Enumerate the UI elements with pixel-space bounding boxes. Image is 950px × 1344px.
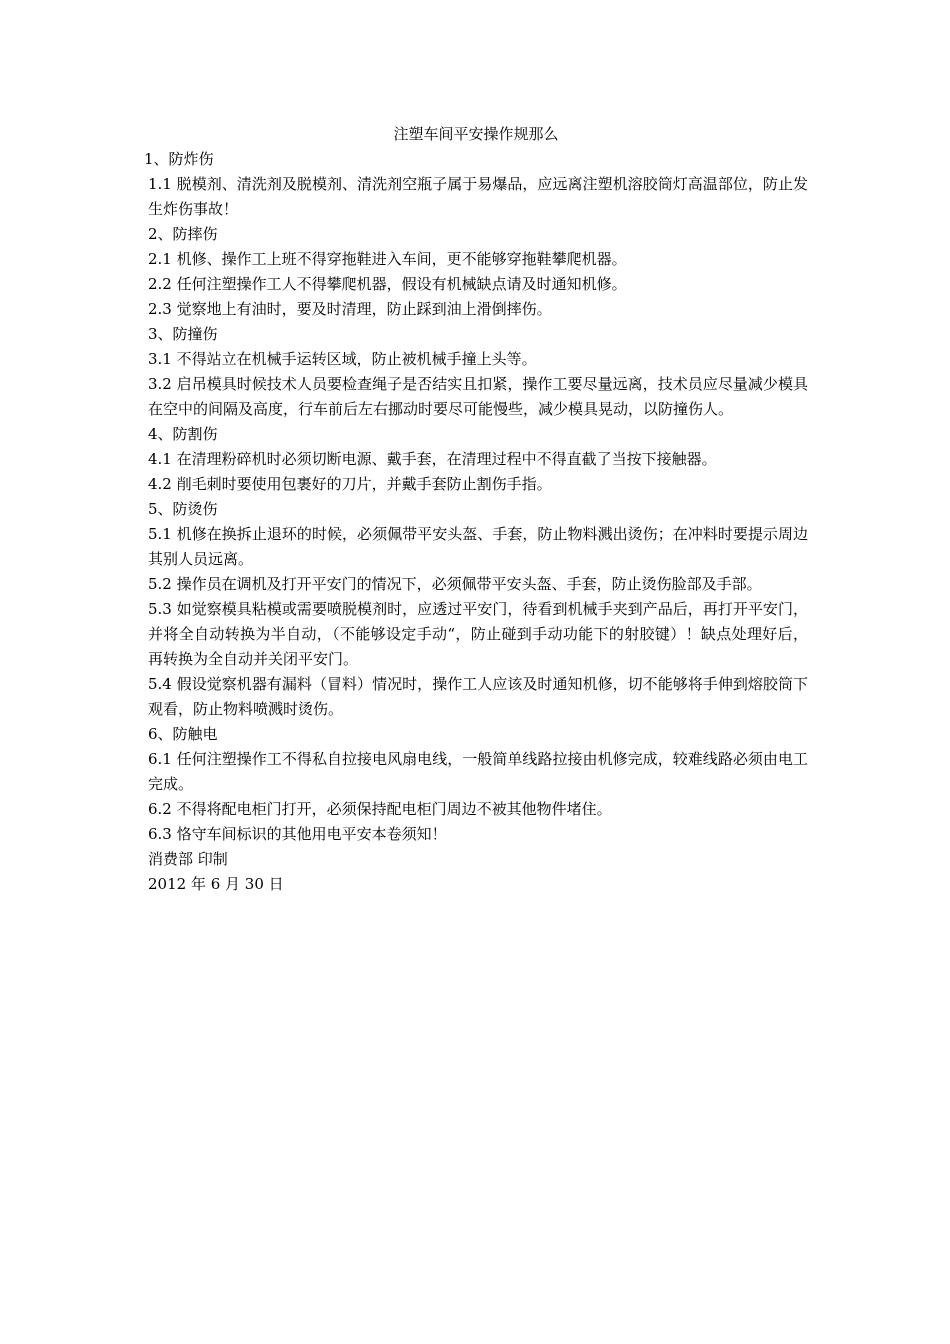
paragraph-5-1: 5.1 机修在换拆止退环的时候，必须佩带平安头盔、手套，防止物料溅出烫伤；在冲料时要提示周边其别人员远离。 [148,525,808,568]
paragraph-4-1: 4.1 在清理粉碎机时必须切断电源、戴手套，在清理过程中不得直截了当按下接触器。 [148,450,717,468]
paragraph-2-1: 2.1 机修、操作工上班不得穿拖鞋进入车间，更不能够穿拖鞋攀爬机器。 [148,250,627,268]
paragraph-4-2: 4.2 削毛刺时要使用包裹好的刀片，并戴手套防止割伤手指。 [148,475,552,493]
paragraph-5-2: 5.2 操作员在调机及打开平安门的情况下，必须佩带平安头盔、手套，防止烫伤脸部及手部。 [148,575,762,593]
document-body [144,122,808,897]
section-heading-5: 5、防烫伤 [148,500,218,518]
section-heading-4: 4、防割伤 [148,425,218,443]
paragraph-5-3: 5.3 如觉察模具粘模或需要喷脱模剂时，应透过平安门，待看到机械手夹到产品后，再打开平安门，并将全自动转换为半自动，（不能够设定手动“，防止碰到手动功能下的射胶键）！缺点处理好后，再转换为全自动并关闭平安门。 [148,600,808,668]
issuer-line: 消费部 印制 [148,850,228,868]
section-heading-1: 1、防炸伤 [144,150,214,168]
paragraph-6-1: 6.1 任何注塑操作工不得私自拉接电风扇电线，一般简单线路拉接由机修完成，较难线路必须由电工完成。 [148,750,808,793]
paragraph-6-3: 6.3 恪守车间标识的其他用电平安本卷须知！ [148,825,447,843]
paragraph-6-2: 6.2 不得将配电柜门打开，必须保持配电柜门周边不被其他物件堵住。 [148,800,612,818]
paragraph-5-4: 5.4 假设觉察机器有漏料（冒料）情况时，操作工人应该及时通知机修，切不能够将手伸到熔胶筒下观看，防止物料喷溅时烫伤。 [148,675,808,718]
document-title: 注塑车间平安操作规那么 [393,125,559,143]
paragraph-3-2: 3.2 启吊模具时候技术人员要检查绳子是否结实且扣紧，操作工要尽量远离，技术员应尽量减少模具在空中的间隔及高度，行车前后左右挪动时要尽可能慢些，减少模具晃动，以防撞伤人。 [148,375,808,418]
section-heading-3: 3、防撞伤 [148,325,218,343]
section-heading-2: 2、防摔伤 [148,225,218,243]
section-heading-6: 6、防触电 [148,725,218,743]
paragraph-3-1: 3.1 不得站立在机械手运转区域，防止被机械手撞上头等。 [148,350,537,368]
paragraph-2-3: 2.3 觉察地上有油时，要及时清理，防止踩到油上滑倒摔伤。 [148,300,552,318]
date-line: 2012 年 6 月 30 日 [148,875,284,893]
paragraph-1-1: 1.1 脱模剂、清洗剂及脱模剂、清洗剂空瓶子属于易爆品，应远离注塑机溶胶筒灯高温部位，防止发生炸伤事故！ [148,175,808,218]
paragraph-2-2: 2.2 任何注塑操作工人不得攀爬机器，假设有机械缺点请及时通知机修。 [148,275,627,293]
